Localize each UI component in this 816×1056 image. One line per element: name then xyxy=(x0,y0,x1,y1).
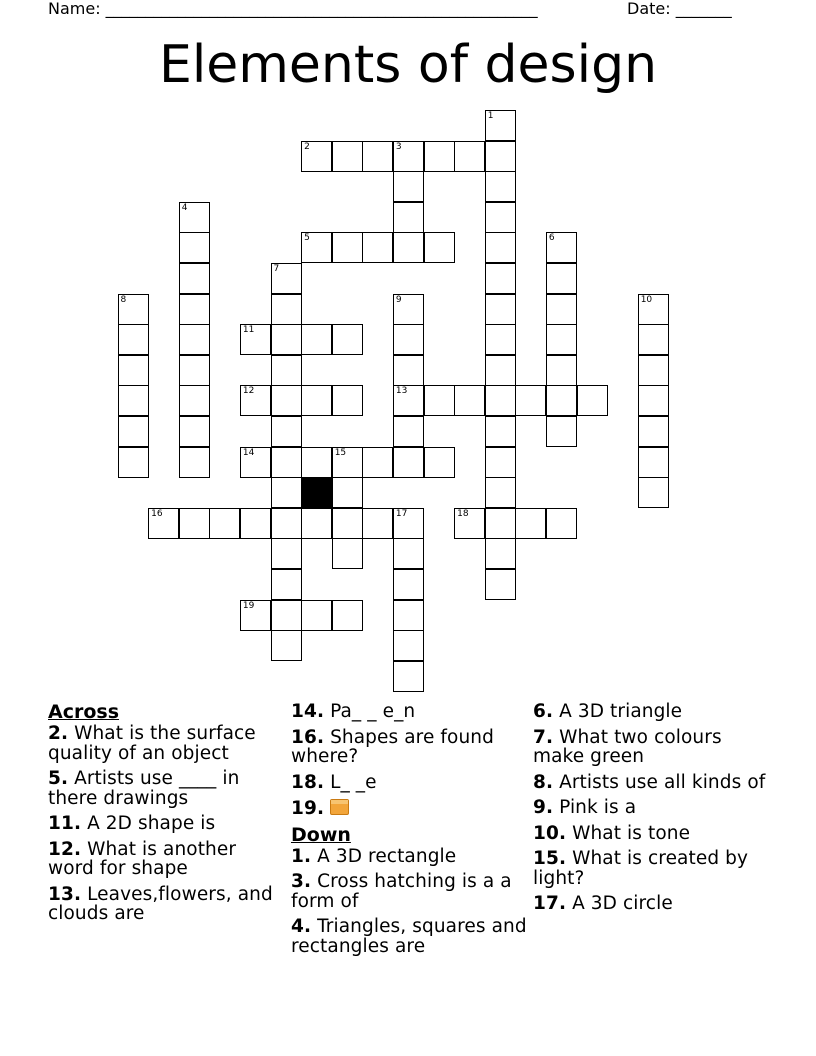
cell-number: 8 xyxy=(120,294,127,305)
crossword-cell[interactable] xyxy=(393,294,424,325)
crossword-cell[interactable] xyxy=(546,263,577,294)
crossword-cell[interactable] xyxy=(271,477,302,508)
clue-item xyxy=(291,847,527,867)
crossword-cell[interactable] xyxy=(454,508,485,539)
crossword-cell[interactable] xyxy=(118,355,149,386)
clue-text: A 3D triangle xyxy=(559,701,683,722)
crossword-cell[interactable] xyxy=(485,294,516,325)
crossword-cell[interactable] xyxy=(332,232,363,263)
clue-text: What is the surface quality of an object xyxy=(48,723,256,764)
crossword-cell[interactable] xyxy=(301,232,332,263)
clue-number: 10. xyxy=(533,822,567,844)
clue-text: Artists use ____ in there drawings xyxy=(48,768,240,809)
crossword-cell[interactable] xyxy=(393,202,424,233)
crossword-cell[interactable] xyxy=(546,355,577,386)
crossword-cell[interactable] xyxy=(485,477,516,508)
down-heading: Down xyxy=(291,823,351,846)
crossword-cell[interactable] xyxy=(179,385,210,416)
clue-item xyxy=(48,814,284,834)
crossword-cell[interactable] xyxy=(424,232,455,263)
clue-item xyxy=(291,917,527,956)
clue-text: Pink is a xyxy=(559,797,637,818)
crossword-cell[interactable] xyxy=(485,141,516,172)
crossword-cell[interactable] xyxy=(454,385,485,416)
crossword-cell[interactable] xyxy=(179,294,210,325)
crossword-cell[interactable] xyxy=(546,416,577,447)
crossword-cell[interactable] xyxy=(118,416,149,447)
clue-item xyxy=(48,840,284,879)
crossword-cell[interactable] xyxy=(240,385,271,416)
crossword-cell[interactable] xyxy=(546,508,577,539)
box-icon xyxy=(330,799,349,815)
crossword-cell[interactable] xyxy=(179,324,210,355)
crossword-cell[interactable] xyxy=(332,508,363,539)
crossword-cell[interactable] xyxy=(148,508,179,539)
clue-text: What is created by light? xyxy=(533,848,749,889)
name-field[interactable]: Name: ______________________________________________________ xyxy=(48,0,538,18)
cell-number: 15 xyxy=(334,447,347,458)
clue-text: A 2D shape is xyxy=(87,813,216,834)
clue-number: 13. xyxy=(48,883,82,905)
page-title: Elements of design xyxy=(158,35,658,95)
clue-item xyxy=(291,702,527,722)
cell-number: 17 xyxy=(395,508,408,519)
crossword-cell[interactable] xyxy=(271,294,302,325)
cell-number: 16 xyxy=(151,508,163,519)
clue-number: 17. xyxy=(533,893,567,914)
crossword-cell[interactable] xyxy=(301,324,332,355)
crossword-cell[interactable] xyxy=(638,416,669,447)
clues-column-2 xyxy=(291,702,527,962)
crossword-cell[interactable] xyxy=(393,600,424,631)
crossword-cell[interactable] xyxy=(118,324,149,355)
crossword-cell[interactable] xyxy=(332,600,363,631)
clue-item xyxy=(533,894,769,914)
crossword-cell[interactable] xyxy=(485,263,516,294)
crossword-cell[interactable] xyxy=(271,416,302,447)
cell-number: 10 xyxy=(640,294,653,305)
cell-number: 2 xyxy=(304,141,310,152)
clue-item xyxy=(291,728,527,767)
clue-number: 5. xyxy=(48,768,69,789)
clue-item xyxy=(48,885,284,924)
clue-text: Leaves,flowers, and clouds are xyxy=(48,883,273,924)
crossword-cell[interactable] xyxy=(271,569,302,600)
clue-item xyxy=(533,728,769,767)
clue-item xyxy=(533,773,769,793)
crossword-cell[interactable] xyxy=(271,385,302,416)
crossword-cell[interactable] xyxy=(515,385,546,416)
crossword-cell[interactable] xyxy=(393,538,424,569)
crossword-cell[interactable] xyxy=(179,202,210,233)
crossword-cell[interactable] xyxy=(424,385,455,416)
clue-text: Artists use all kinds of xyxy=(559,771,766,793)
clue-number: 7. xyxy=(533,726,554,748)
crossword-cell[interactable] xyxy=(301,447,332,478)
crossword-cell[interactable] xyxy=(271,508,302,539)
crossword-cell[interactable] xyxy=(209,508,240,539)
shaded-cell xyxy=(301,477,332,508)
crossword-cell[interactable] xyxy=(546,324,577,355)
cell-number: 5 xyxy=(304,233,310,244)
crossword-cell[interactable] xyxy=(485,569,516,600)
crossword-cell[interactable] xyxy=(638,385,669,416)
crossword-cell[interactable] xyxy=(393,569,424,600)
crossword-cell[interactable] xyxy=(179,263,210,294)
crossword-cell[interactable] xyxy=(393,508,424,539)
cell-number: 7 xyxy=(273,264,280,274)
crossword-cell[interactable] xyxy=(485,447,516,478)
crossword-cell[interactable] xyxy=(515,508,546,539)
crossword-cell[interactable] xyxy=(271,324,302,355)
crossword-cell[interactable] xyxy=(332,447,363,478)
crossword-cell[interactable] xyxy=(332,385,363,416)
crossword-cell[interactable] xyxy=(424,141,455,172)
crossword-cell[interactable] xyxy=(638,447,669,478)
crossword-cell[interactable] xyxy=(485,416,516,447)
crossword-cell[interactable] xyxy=(271,630,302,661)
crossword-cell[interactable] xyxy=(332,477,363,508)
clues-column-1 xyxy=(48,702,284,930)
crossword-cell[interactable] xyxy=(271,447,302,478)
clues-column-3 xyxy=(533,702,769,920)
clue-text: What two colours make green xyxy=(533,726,722,767)
crossword-cell[interactable] xyxy=(638,477,669,508)
date-field[interactable]: Date: _______ xyxy=(627,0,732,18)
clue-number: 8. xyxy=(533,771,554,793)
clue-number: 12. xyxy=(48,838,82,860)
crossword-cell[interactable] xyxy=(485,385,516,416)
clue-number: 9. xyxy=(533,797,554,818)
crossword-cell[interactable] xyxy=(271,600,302,631)
clue-number: 2. xyxy=(48,723,69,744)
crossword-cell[interactable] xyxy=(118,447,149,478)
crossword-cell[interactable] xyxy=(393,355,424,386)
clue-text: What is another word for shape xyxy=(48,838,237,879)
crossword-cell[interactable] xyxy=(271,263,302,294)
cell-number: 6 xyxy=(548,233,555,244)
crossword-cell[interactable] xyxy=(301,385,332,416)
crossword-cell[interactable] xyxy=(546,232,577,263)
crossword-cell[interactable] xyxy=(485,202,516,233)
clue-text: A 3D circle xyxy=(572,893,673,914)
clue-item xyxy=(48,769,284,808)
cell-number: 19 xyxy=(242,600,255,611)
clue-text: A 3D rectangle xyxy=(317,845,457,867)
across-heading: Across xyxy=(48,701,120,723)
crossword-cell[interactable] xyxy=(301,600,332,631)
clue-item xyxy=(533,849,769,888)
clue-item xyxy=(291,773,527,793)
crossword-cell[interactable] xyxy=(179,355,210,386)
cell-number: 12 xyxy=(242,386,255,397)
cell-number: 9 xyxy=(395,294,402,305)
crossword-cell[interactable] xyxy=(485,355,516,386)
crossword-cell[interactable] xyxy=(118,385,149,416)
clue-number: 19. xyxy=(291,798,325,819)
cell-number: 18 xyxy=(457,508,469,519)
crossword-cell[interactable] xyxy=(454,141,485,172)
clue-item xyxy=(291,872,527,911)
clue-number: 18. xyxy=(291,771,325,793)
crossword-cell[interactable] xyxy=(271,355,302,386)
crossword-cell[interactable] xyxy=(424,447,455,478)
crossword-cell[interactable] xyxy=(179,232,210,263)
clue-number: 1. xyxy=(291,845,312,867)
clue-item xyxy=(533,702,769,722)
cell-number: 14 xyxy=(242,447,255,458)
crossword-cell[interactable] xyxy=(393,385,424,416)
crossword-cell[interactable] xyxy=(546,385,577,416)
clue-text: Cross hatching is a a form of xyxy=(291,871,512,912)
crossword-cell[interactable] xyxy=(485,171,516,202)
crossword-cell[interactable] xyxy=(362,447,393,478)
clue-item xyxy=(533,798,769,818)
crossword-cell[interactable] xyxy=(240,447,271,478)
crossword-cell[interactable] xyxy=(393,171,424,202)
crossword-cell[interactable] xyxy=(485,110,516,141)
clue-text: Shapes are found where? xyxy=(291,726,494,767)
crossword-cell[interactable] xyxy=(393,141,424,172)
crossword-cell[interactable] xyxy=(362,508,393,539)
crossword-cell[interactable] xyxy=(485,232,516,263)
clue-number: 6. xyxy=(533,701,554,722)
crossword-cell[interactable] xyxy=(577,385,608,416)
crossword-cell[interactable] xyxy=(301,508,332,539)
cell-number: 3 xyxy=(395,141,402,152)
crossword-cell[interactable] xyxy=(485,538,516,569)
crossword-cell[interactable] xyxy=(638,324,669,355)
clue-number: 15. xyxy=(533,848,567,869)
crossword-cell[interactable] xyxy=(638,294,669,325)
crossword-cell[interactable] xyxy=(179,508,210,539)
crossword-cell[interactable] xyxy=(638,355,669,386)
crossword-cell[interactable] xyxy=(393,232,424,263)
crossword-cell[interactable] xyxy=(179,416,210,447)
cell-number: 13 xyxy=(395,386,408,397)
clue-number: 16. xyxy=(291,726,325,748)
crossword-cell[interactable] xyxy=(393,416,424,447)
crossword-cell[interactable] xyxy=(179,447,210,478)
crossword-cell[interactable] xyxy=(485,508,516,539)
crossword-cell[interactable] xyxy=(393,661,424,692)
clue-text: Triangles, squares and rectangles are xyxy=(291,916,527,957)
crossword-cell[interactable] xyxy=(332,538,363,569)
clue-text: L_ _e xyxy=(330,771,377,793)
clue-item xyxy=(48,724,284,763)
crossword-cell[interactable] xyxy=(546,294,577,325)
cell-number: 11 xyxy=(242,325,255,336)
crossword-cell[interactable] xyxy=(240,508,271,539)
crossword-cell[interactable] xyxy=(393,447,424,478)
clue-number: 4. xyxy=(291,916,312,937)
crossword-cell[interactable] xyxy=(332,324,363,355)
clue-item xyxy=(291,798,527,819)
crossword-cell[interactable] xyxy=(271,538,302,569)
clue-number: 3. xyxy=(291,871,312,892)
cell-number: 1 xyxy=(487,111,494,121)
cell-number: 4 xyxy=(181,202,188,213)
crossword-cell[interactable] xyxy=(362,141,393,172)
crossword-cell[interactable] xyxy=(118,294,149,325)
crossword-cell[interactable] xyxy=(393,630,424,661)
clue-text: What is tone xyxy=(572,822,691,844)
clue-number: 14. xyxy=(291,701,325,722)
crossword-cell[interactable] xyxy=(485,324,516,355)
clue-text: Pa_ _ e_n xyxy=(330,701,416,722)
crossword-cell[interactable] xyxy=(332,141,363,172)
clue-number: 11. xyxy=(48,813,82,834)
crossword-cell[interactable] xyxy=(301,141,332,172)
crossword-cell[interactable] xyxy=(393,324,424,355)
crossword-cell[interactable] xyxy=(362,232,393,263)
crossword-cell[interactable] xyxy=(240,600,271,631)
crossword-cell[interactable] xyxy=(240,324,271,355)
clue-item xyxy=(533,824,769,844)
